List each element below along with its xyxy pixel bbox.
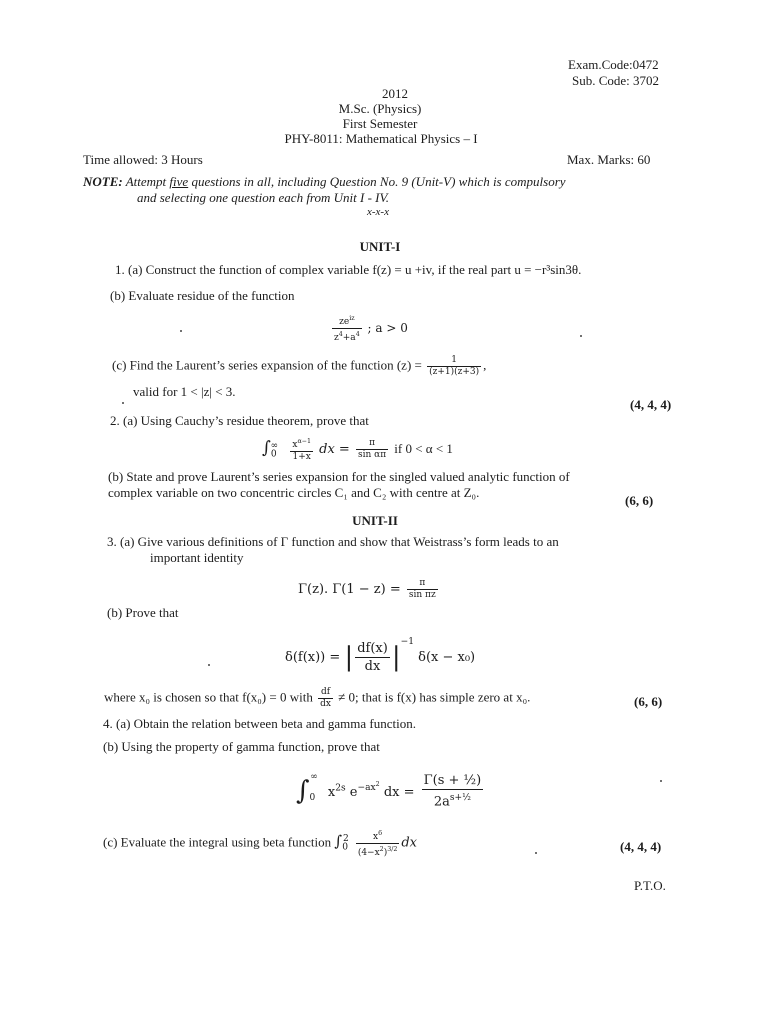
pto-label: P.T.O. bbox=[634, 878, 666, 893]
q4-c: (c) Evaluate the integral using beta function bbox=[103, 834, 332, 850]
q3-b: (b) Prove that bbox=[107, 605, 179, 620]
q4-marks: (4, 4, 4) bbox=[620, 839, 662, 854]
scan-speck bbox=[208, 664, 210, 666]
q1-b: (b) Evaluate residue of the function bbox=[110, 288, 295, 303]
q3-where-post: ≠ 0; that is f(x) has simple zero at x₀. bbox=[338, 689, 531, 705]
q2-b-line-1: (b) State and prove Laurent’s series expansion for the singled valued analytic function of bbox=[108, 469, 570, 484]
scan-speck bbox=[660, 780, 662, 782]
q4-b-formula: $\int_0^\infty$ $x^{2s}$ $e^{-ax^2}$ dx = $\frac{\text{Γ(s + ½)}}{2a^{s+\frac{1}{2}}}$ bbox=[296, 772, 482, 810]
q2-marks: (6, 6) bbox=[625, 493, 654, 508]
q4-c-line: (c) Evaluate the integral using beta function $\int_0^2$ $\frac{x^6}{(4-x^2)^{3/2}}$ dx bbox=[103, 830, 417, 858]
q3-a-line-1: 3. (a) Give various definitions of Γ function and show that Weistrass’s form leads to an bbox=[107, 534, 559, 549]
note-attempt: Attempt bbox=[125, 174, 167, 189]
sub-code: Sub. Code: 3702 bbox=[572, 73, 660, 88]
q3-delta-lhs: δ(f(x)) = bbox=[285, 650, 341, 665]
q4-a: 4. (a) Obtain the relation between beta and gamma function. bbox=[103, 716, 416, 731]
note-five: five bbox=[169, 174, 189, 189]
q3-a-line-2: important identity bbox=[150, 550, 244, 565]
q3-where-line: where x₀ is chosen so that f(x₀) = 0 with $\frac{df}{dx}$ ≠ 0; that is f(x) has simple zero at x₀. bbox=[104, 687, 531, 709]
q1-marks: (4, 4, 4) bbox=[630, 397, 672, 412]
q2-b-line-2: complex variable on two concentric circles C₁ and C₂ with centre at Z₀. bbox=[108, 485, 480, 500]
time-allowed: Time allowed: 3 Hours bbox=[83, 152, 203, 167]
q1-c-validity: valid for 1 < |z| < 3. bbox=[133, 384, 236, 399]
note-line-1 bbox=[83, 174, 566, 190]
q2-a: 2. (a) Using Cauchy’s residue theorem, prove that bbox=[110, 413, 369, 428]
exam-code: Exam.Code:0472 bbox=[568, 57, 659, 72]
q3-delta-formula: δ(f(x)) = | $\frac{df(x)}{dx}$ $|^{-1}$ δ(x − x₀) bbox=[285, 636, 476, 674]
note-line-2: and selecting one question each from Unit I - IV. bbox=[137, 190, 390, 205]
q1-a: 1. (a) Construct the function of complex variable f(z) = u +iv, if the real part u = −r³sin3θ. bbox=[115, 262, 582, 277]
q3-delta-rhs: δ(x − x₀) bbox=[418, 650, 476, 665]
scan-speck bbox=[180, 330, 182, 332]
q3-identity: Γ(z). Γ(1 − z) = $\frac{\pi}{\text{sin πz}}$ bbox=[298, 578, 436, 600]
q2-a-condition: if 0 < α < 1 bbox=[394, 441, 453, 456]
q3-identity-lhs: Γ(z). Γ(1 − z) = bbox=[298, 582, 401, 597]
scan-speck bbox=[122, 402, 124, 404]
semester-title: First Semester bbox=[342, 116, 418, 131]
unit-2-heading: UNIT-II bbox=[352, 513, 398, 528]
unit-1-heading: UNIT-I bbox=[359, 239, 401, 254]
paper-title: PHY-8011: Mathematical Physics – I bbox=[284, 131, 478, 146]
course-title: M.Sc. (Physics) bbox=[338, 101, 422, 116]
q1-c-tail: , bbox=[483, 357, 487, 373]
note-label: NOTE: bbox=[83, 174, 123, 189]
q1-c: (c) Find the Laurent’s series expansion of the function (z) = bbox=[112, 357, 422, 373]
max-marks: Max. Marks: 60 bbox=[567, 152, 651, 167]
q1-b-condition: ; a > 0 bbox=[367, 321, 408, 335]
q3-marks: (6, 6) bbox=[634, 694, 663, 709]
scan-speck bbox=[580, 335, 582, 337]
q1-b-formula: $\frac{ze^{iz}}{z^4+a^4}$ ; a > 0 bbox=[334, 315, 408, 343]
q2-a-formula: $\int_0^\infty$ $\frac{x^{\alpha-1}}{1+x}$ dx = $\frac{\pi}{\text{sin απ}}$ if 0 < α < 1 bbox=[262, 438, 453, 462]
note-line1-rest: questions in all, including Question No. 9 (Unit-V) which is compulsory bbox=[191, 174, 566, 189]
q4-b: (b) Using the property of gamma function, prove that bbox=[103, 739, 380, 754]
scan-speck bbox=[535, 852, 537, 854]
exam-year: 2012 bbox=[382, 86, 408, 101]
note-separator: x-x-x bbox=[367, 206, 389, 218]
q3-where-pre: where x₀ is chosen so that f(x₀) = 0 with bbox=[104, 689, 313, 705]
q1-c-line: (c) Find the Laurent’s series expansion of the function (z) = $\frac{1}{(z+1)(z+3)}$ , bbox=[112, 355, 487, 377]
